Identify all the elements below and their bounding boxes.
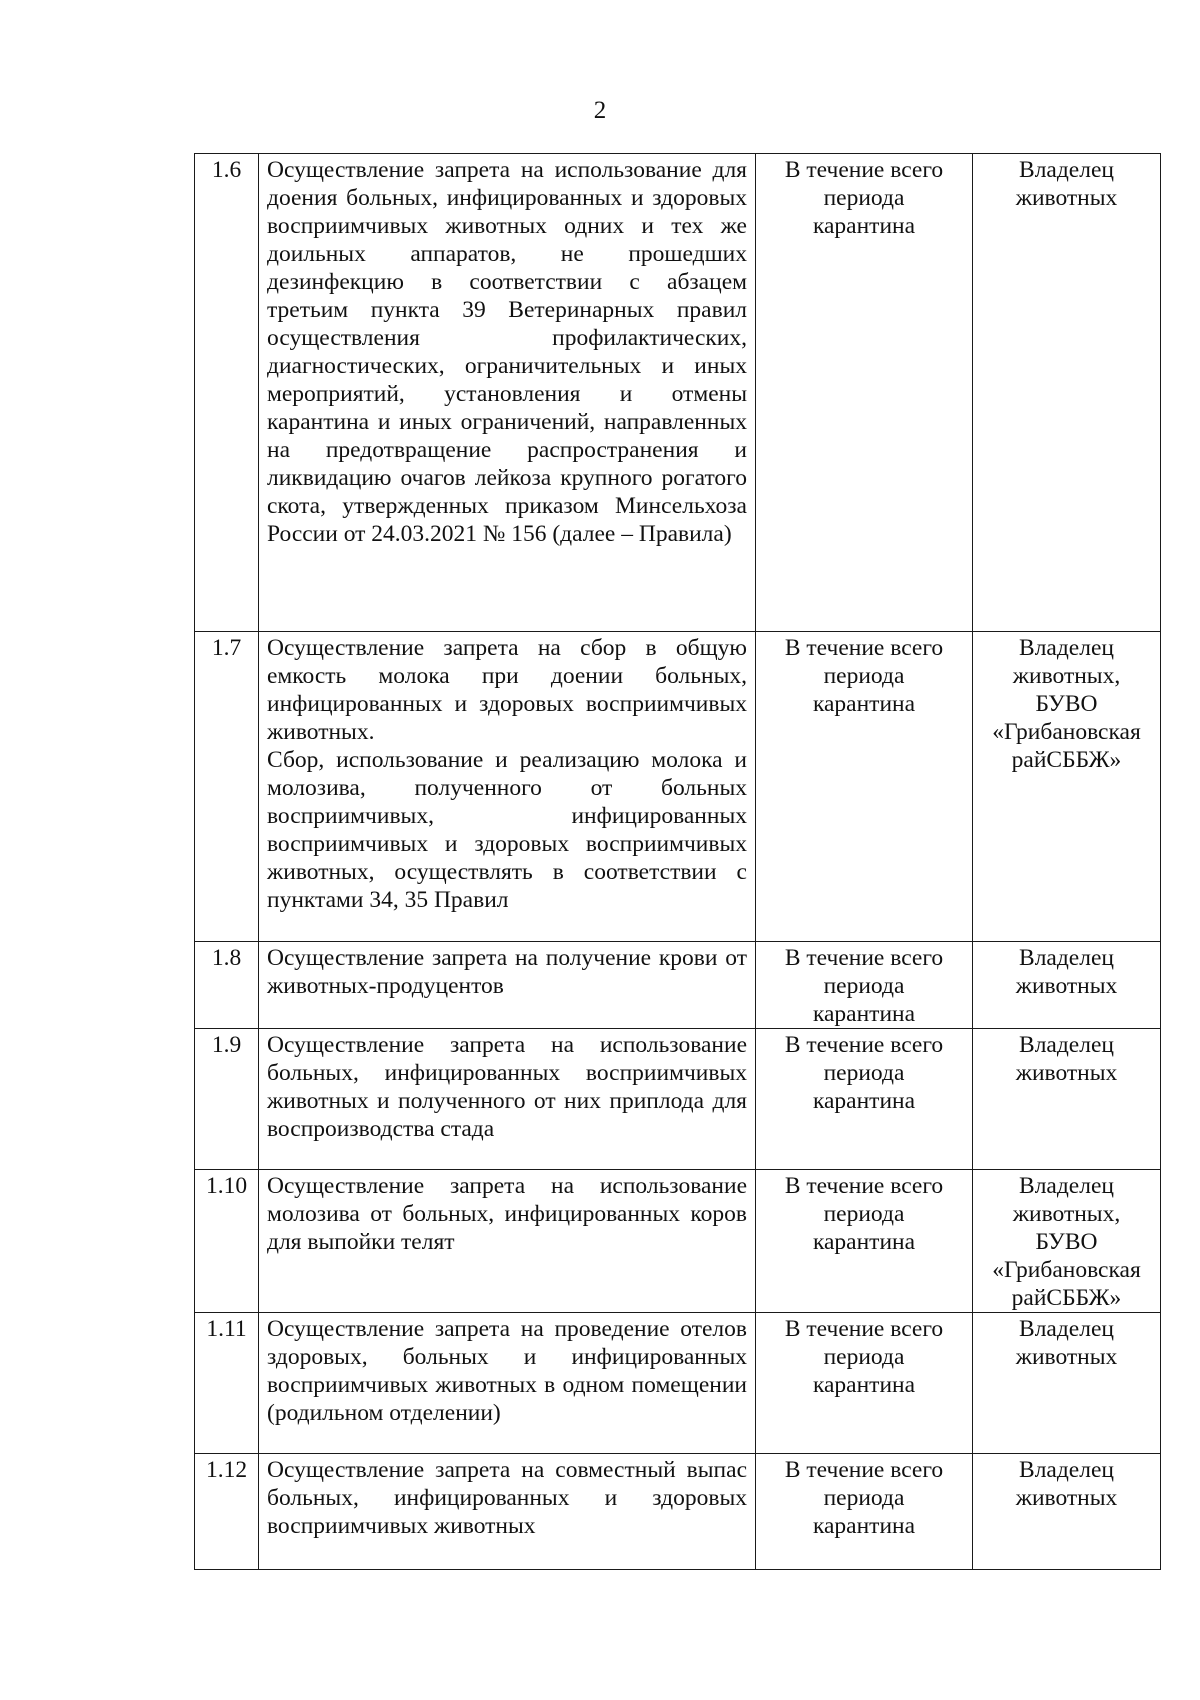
- measures-table-body: [195, 154, 1161, 1570]
- row-number: 1.12: [195, 1454, 259, 1570]
- responsible-line: Владелец: [1019, 1032, 1114, 1058]
- measure-description: [259, 942, 756, 1029]
- responsible-line: Владелец: [1019, 157, 1114, 183]
- row-number: 1.10: [195, 1170, 259, 1313]
- period-line: В течение всего: [784, 1316, 944, 1342]
- measure-paragraph: Осуществление запрета на использование для доения больных, инфицированных и здоровых восприимчивых животных одних и тех же доильных аппаратов, не прошедших дезинфекцию в соответствии с абзацем третьим пункта 39 Ветеринарных правил осуществления профилактических, диагностических, ограничительных и иных мероприятий, установления и отмены карантина и иных ограничений, направленных на предотвращение распространения и ликвидацию очагов лейкоза крупного рогатого скота, утвержденных приказом Минсельхоза России от 24.03.2021 № 156 (далее – Правила): [267, 157, 747, 547]
- table-row: [195, 1313, 1161, 1454]
- measure-period: [756, 632, 973, 942]
- measure-period: [756, 1170, 973, 1313]
- responsible-line: Владелец: [1019, 945, 1114, 971]
- responsible-line: райСББЖ»: [1011, 747, 1122, 773]
- measure-responsible: [973, 1313, 1161, 1454]
- period-line: карантина: [812, 213, 916, 239]
- responsible-line: животных: [1015, 1344, 1118, 1370]
- responsible-line: животных: [1015, 1060, 1118, 1086]
- responsible-line: животных: [1015, 185, 1118, 211]
- period-line: В течение всего: [784, 157, 944, 183]
- period-line: периода: [823, 1201, 905, 1227]
- responsible-line: Владелец: [1019, 1316, 1114, 1342]
- period-line: периода: [823, 185, 905, 211]
- responsible-line: БУВО: [1035, 1229, 1098, 1255]
- table-row: [195, 1029, 1161, 1170]
- measure-period: [756, 154, 973, 632]
- period-line: периода: [823, 663, 905, 689]
- responsible-line: животных,: [1012, 1201, 1121, 1227]
- period-line: карантина: [812, 1001, 916, 1027]
- responsible-line: Владелец: [1019, 1457, 1114, 1483]
- table-row: [195, 942, 1161, 1029]
- measure-description: [259, 632, 756, 942]
- row-number: 1.9: [195, 1029, 259, 1170]
- measure-paragraph: Осуществление запрета на сбор в общую емкость молока при доении больных, инфицированных и здоровых восприимчивых животных.: [267, 635, 747, 745]
- measure-responsible: [973, 942, 1161, 1029]
- measure-paragraph: Осуществление запрета на использование больных, инфицированных восприимчивых животных и полученного от них приплода для воспроизводства стада: [267, 1032, 747, 1142]
- responsible-line: Владелец: [1019, 1173, 1114, 1199]
- row-number: 1.6: [195, 154, 259, 632]
- table-row: [195, 1454, 1161, 1570]
- period-line: периода: [823, 1485, 905, 1511]
- period-line: карантина: [812, 1088, 916, 1114]
- measure-responsible: [973, 1029, 1161, 1170]
- row-number: 1.8: [195, 942, 259, 1029]
- measure-period: [756, 942, 973, 1029]
- period-line: карантина: [812, 1372, 916, 1398]
- period-line: периода: [823, 1344, 905, 1370]
- period-line: периода: [823, 1060, 905, 1086]
- measure-paragraph: Сбор, использование и реализацию молока и молозива, полученного от больных восприимчивых, инфицированных восприимчивых и здоровых восприимчивых животных, осуществлять в соответствии с пунктами 34, 35 Правил: [267, 747, 747, 913]
- responsible-line: «Грибановская: [992, 719, 1141, 745]
- measure-period: [756, 1029, 973, 1170]
- period-line: В течение всего: [784, 635, 944, 661]
- measure-description: [259, 1454, 756, 1570]
- responsible-line: животных: [1015, 1485, 1118, 1511]
- period-line: периода: [823, 973, 905, 999]
- measure-paragraph: Осуществление запрета на использование молозива от больных, инфицированных коров для выпойки телят: [267, 1173, 747, 1255]
- responsible-line: БУВО: [1035, 691, 1098, 717]
- period-line: карантина: [812, 691, 916, 717]
- measure-description: [259, 1029, 756, 1170]
- row-number: 1.11: [195, 1313, 259, 1454]
- page-number: 2: [593, 97, 607, 124]
- table-row: [195, 1170, 1161, 1313]
- measure-period: [756, 1454, 973, 1570]
- responsible-line: животных: [1015, 973, 1118, 999]
- measure-responsible: [973, 1170, 1161, 1313]
- responsible-line: райСББЖ»: [1011, 1285, 1122, 1311]
- measure-paragraph: Осуществление запрета на проведение отелов здоровых, больных и инфицированных восприимчивых животных в одном помещении (родильном отделении): [267, 1316, 747, 1426]
- period-line: карантина: [812, 1513, 916, 1539]
- measure-responsible: [973, 1454, 1161, 1570]
- responsible-line: «Грибановская: [992, 1257, 1141, 1283]
- measure-paragraph: Осуществление запрета на совместный выпас больных, инфицированных и здоровых восприимчивых животных: [267, 1457, 747, 1539]
- measure-description: [259, 154, 756, 632]
- period-line: В течение всего: [784, 1032, 944, 1058]
- row-number: 1.7: [195, 632, 259, 942]
- measure-responsible: [973, 632, 1161, 942]
- period-line: карантина: [812, 1229, 916, 1255]
- measure-period: [756, 1313, 973, 1454]
- period-line: В течение всего: [784, 945, 944, 971]
- table-row: [195, 154, 1161, 632]
- responsible-line: животных,: [1012, 663, 1121, 689]
- table-row: [195, 632, 1161, 942]
- measure-paragraph: Осуществление запрета на получение крови от животных-продуцентов: [267, 945, 747, 999]
- measures-table: [194, 153, 1161, 1570]
- measure-description: [259, 1170, 756, 1313]
- responsible-line: Владелец: [1019, 635, 1114, 661]
- period-line: В течение всего: [784, 1457, 944, 1483]
- period-line: В течение всего: [784, 1173, 944, 1199]
- measure-description: [259, 1313, 756, 1454]
- measure-responsible: [973, 154, 1161, 632]
